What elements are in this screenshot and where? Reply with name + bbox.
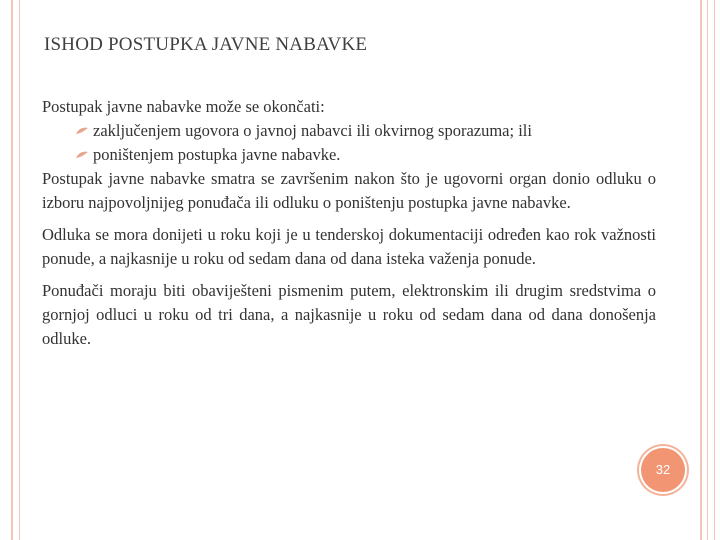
left-decorative-line-thin xyxy=(19,0,20,540)
slide-title: ISHOD POSTUPKA JAVNE NABAVKE xyxy=(44,34,368,55)
paragraph: Odluka se mora donijeti u roku koji je u tenderskoj dokumentaciji određen kao rok važnosti ponude, a najkasnije u roku od sedam dana od dana isteka važenja ponude. xyxy=(42,225,656,268)
bullet-text: poništenjem postupka javne nabavke. xyxy=(93,145,341,164)
slide-body xyxy=(42,95,656,351)
right-decorative-line xyxy=(700,0,702,540)
paragraph: Ponuđači moraju biti obaviješteni pismenim putem, elektronskim ili drugim sredstvima o gornjoj odluci u roku od tri dana, a najkasnije u roku od sedam dana od dana donošenja odluke. xyxy=(42,281,656,348)
right-decorative-line-outer xyxy=(714,0,715,540)
leaf-bullet-icon xyxy=(76,151,88,159)
bullet-item xyxy=(42,143,656,167)
leaf-bullet-icon xyxy=(76,127,88,135)
right-decorative-line-thin xyxy=(707,0,708,540)
left-decorative-line xyxy=(11,0,13,540)
bullet-text: zaključenjem ugovora o javnoj nabavci ili okvirnog sporazuma; ili xyxy=(93,121,532,140)
bullet-item xyxy=(42,119,656,143)
intro-text: Postupak javne nabavke može se okončati: xyxy=(42,97,325,116)
page-number-badge: 32 xyxy=(641,448,685,492)
paragraph: Postupak javne nabavke smatra se završenim nakon što je ugovorni organ donio odluku o izboru najpovoljnijeg ponuđača ili odluku o poništenju postupka javne nabavke. xyxy=(42,169,656,212)
